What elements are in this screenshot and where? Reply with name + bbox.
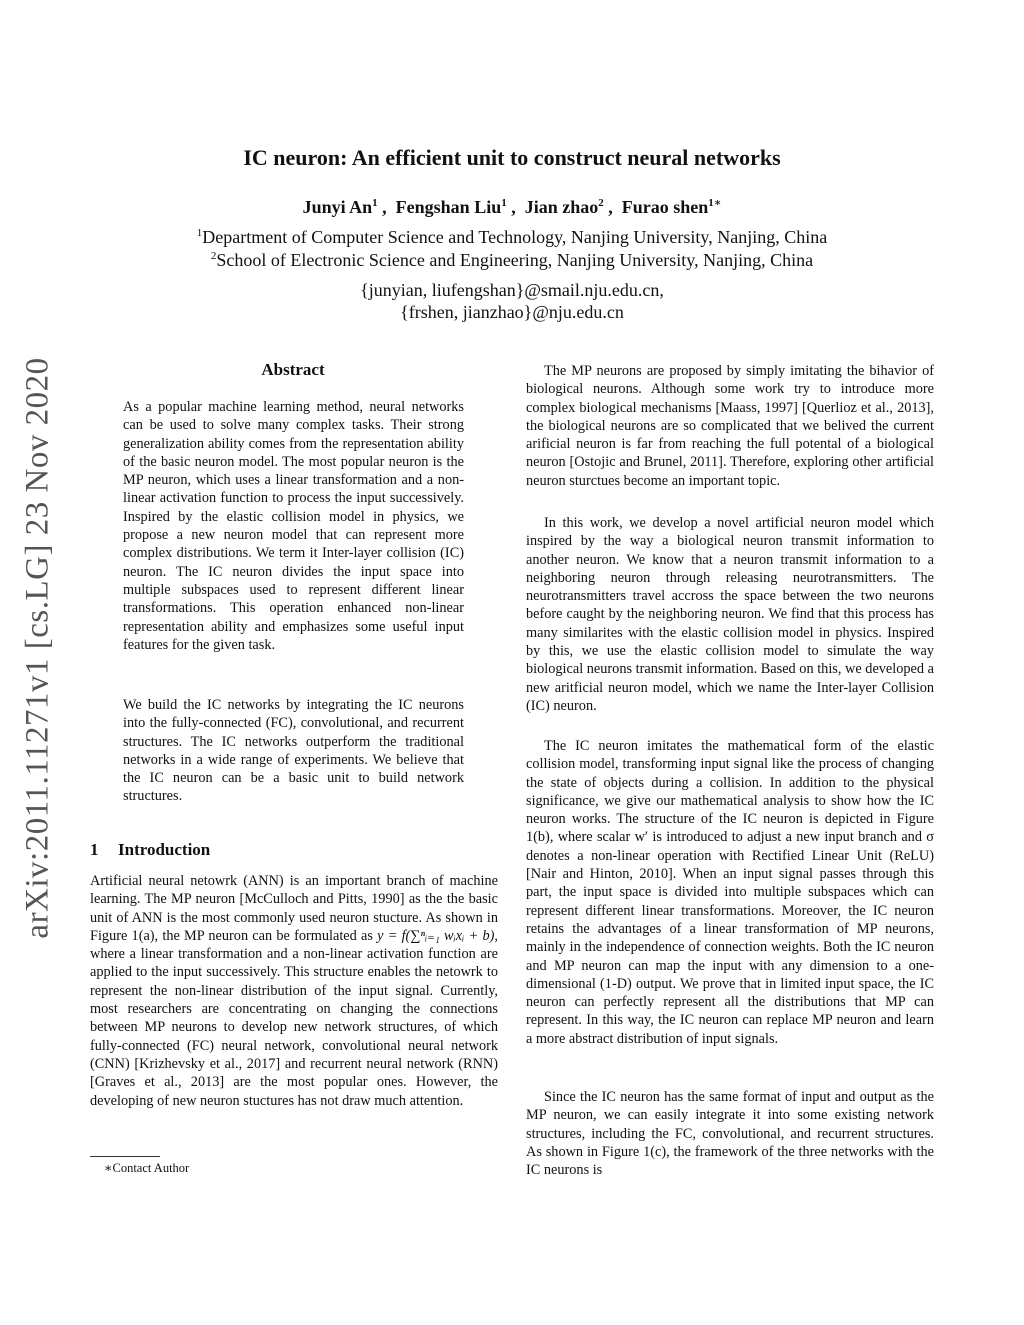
abstract-paragraph: As a popular machine learning method, neural networks can be used to solve many complex tasks. Their strong generalization ability comes from the representation ability of the basic neuron model. The most popular neuron is the MP neuron, which uses a linear transformation and a non-linear activation function to process the input successively. Inspired by the elastic collision model in physics, we propose a new neuron model that can represent more complex distributions. We term it Inter-layer collision (IC) neuron. The IC neuron divides the input space into multiple subspaces used to represent different linear transformations. This operation enhanced non-linear representation ability and emphasizes some useful input features for the given task. bbox=[123, 399, 464, 653]
author-emails-line-1: {junyian, liufengshan}@smail.nju.edu.cn, bbox=[360, 280, 664, 300]
intro-paragraph bbox=[90, 872, 498, 1110]
abstract-paragraph: We build the IC networks by integrating the IC neurons into the fully-connected (FC), convolutional, and recurrent structures. The IC networks outperform the traditional networks in a wide range of experiments. We believe that the IC neuron can be a basic unit to build network structures. bbox=[123, 697, 464, 805]
author-name: Fengshan Liu bbox=[395, 197, 502, 217]
paper-title: IC neuron: An efficient unit to construct neural networks bbox=[243, 145, 781, 170]
arxiv-identifier: arXiv:2011.11271v1 [cs.LG] 23 Nov 2020 bbox=[19, 357, 56, 939]
footnote-rule bbox=[90, 1156, 160, 1157]
abstract-heading: Abstract bbox=[261, 360, 325, 379]
body-paragraph: Since the IC neuron has the same format of input and output as the MP neuron, we can easily integrate it into some existing network structures, including the FC, convolutional, and recurrent structures. As shown in Figure 1(c), the framework of the three networks with the IC neurons is bbox=[526, 1089, 934, 1179]
section-number: 1 bbox=[90, 840, 99, 859]
intro-text: , where a linear transformation and a non-linear activation function are applied to the input successively. This structure enables the netowrk to represent the non-linear distribution of the input signal. Currently, most researchers are concentrating on changing the connections between MP neurons to develop new network structures, of which fully-connected (FC) neural network, convolutional neural network (CNN) [Krizhevsky et al., 2017] and recurrent neural network (RNN) [Graves et al., 2013] are the most popular ones. However, the developing of new neuron stuctures has not draw much attention. bbox=[90, 927, 498, 1109]
affiliation-1 bbox=[0, 227, 1024, 248]
author-affiliation-mark: 1∗ bbox=[708, 197, 722, 209]
affiliation-text: School of Electronic Science and Engineering, Nanjing University, Nanjing, China bbox=[216, 250, 814, 270]
mp-neuron-formula: y = f(∑ⁿᵢ₌₁ wᵢxᵢ + b) bbox=[377, 927, 495, 944]
author-name: Junyi An bbox=[302, 197, 373, 217]
affiliation-mark: 2 bbox=[210, 250, 217, 262]
section-title: Introduction bbox=[118, 840, 211, 859]
author-affiliation-mark: 1 bbox=[372, 197, 378, 209]
body-paragraph: The IC neuron imitates the mathematical form of the elastic collision model, transforming input signal like the process of changing the state of objects during a collision. In addition to the physical significance, we give our mathematical analysis to show how the IC neuron works. The structure of the IC neuron is depicted in Figure 1(b), where scalar w′ is introduced to adjust a new input branch and σ denotes a non-linear operation with Rectified Linear Unit (ReLU) [Nair and Hinton, 2010]. When an input signal passes through this part, the input space is divided into multiple subspaces which can represent different linear transformations. Moreover, the IC neuron retains the advantages of a linear transformation of MP neurons, mainly in the independence of connection weights. Both the IC neuron and MP neuron can map the input with any dimension to a one-dimensional (1-D) output. We prove that in limited input space, the IC neuron can perfectly represent all the distributions that MP can represent. In this way, the IC neuron can replace MP neuron and learn a more abstract distribution of input signals. bbox=[526, 738, 934, 1047]
author-affiliation-mark: 2 bbox=[598, 197, 604, 209]
affiliation-2 bbox=[0, 250, 1024, 271]
affiliation-text: Department of Computer Science and Technology, Nanjing University, Nanjing, China bbox=[202, 227, 828, 247]
intro-text: Artificial neural netowrk (ANN) is an important branch of machine learning. The MP neuron [McCulloch and Pitts, 1990] as the the basic unit of ANN is the most commonly used neuron stucture. As shown in Figure 1(a), the MP neuron can be formulated as bbox=[90, 873, 498, 944]
author-name: Jian zhao bbox=[524, 197, 599, 217]
author-emails-line-2: {frshen, jianzhao}@nju.edu.cn bbox=[400, 302, 624, 322]
footnote: ∗Contact Author bbox=[104, 1161, 190, 1175]
affiliation-mark: 1 bbox=[196, 227, 203, 239]
section-heading bbox=[90, 840, 210, 860]
arxiv-sidebar-stamp bbox=[8, 348, 68, 948]
author-affiliation-mark: 1 bbox=[501, 197, 507, 209]
body-paragraph: In this work, we develop a novel artificial neuron model which inspired by the way a biological neuron transmit information to another neuron. We know that a neuron transmit information to a neighboring neuron through releasing neurotransmitters. The neurotransmitters travel accross the space between the two neurons before caught by the neighboring neuron. We find that this process has many similarites with the elastic collision model in physics. Inspired by this, we use the elastic collision model to simulate the way biological neurons transmit information. Based on this, we developed a new aritficial neuron model, which we name the Inter-layer Collision (IC) neuron. bbox=[526, 515, 934, 714]
author-list: Junyi An$^1$ , Fengshan Liu$^1$ , Jian zhao$^2$ , Furao shen$^{1∗}$ bbox=[302, 197, 722, 217]
body-paragraph: The MP neurons are proposed by simply imitating the bihavior of biological neurons. Although some work try to introduce more complex biological mechanisms [Maass, 1997] [Querlioz et al., 2013], the biological neurons are so complicated that we belived the current arificial neuron is far from reaching the full potental of a biological neuron [Ostojic and Brunel, 2011]. Therefore, exploring other artificial neuron sturctues become an important topic. bbox=[526, 363, 934, 489]
author-name: Furao shen bbox=[621, 197, 709, 217]
